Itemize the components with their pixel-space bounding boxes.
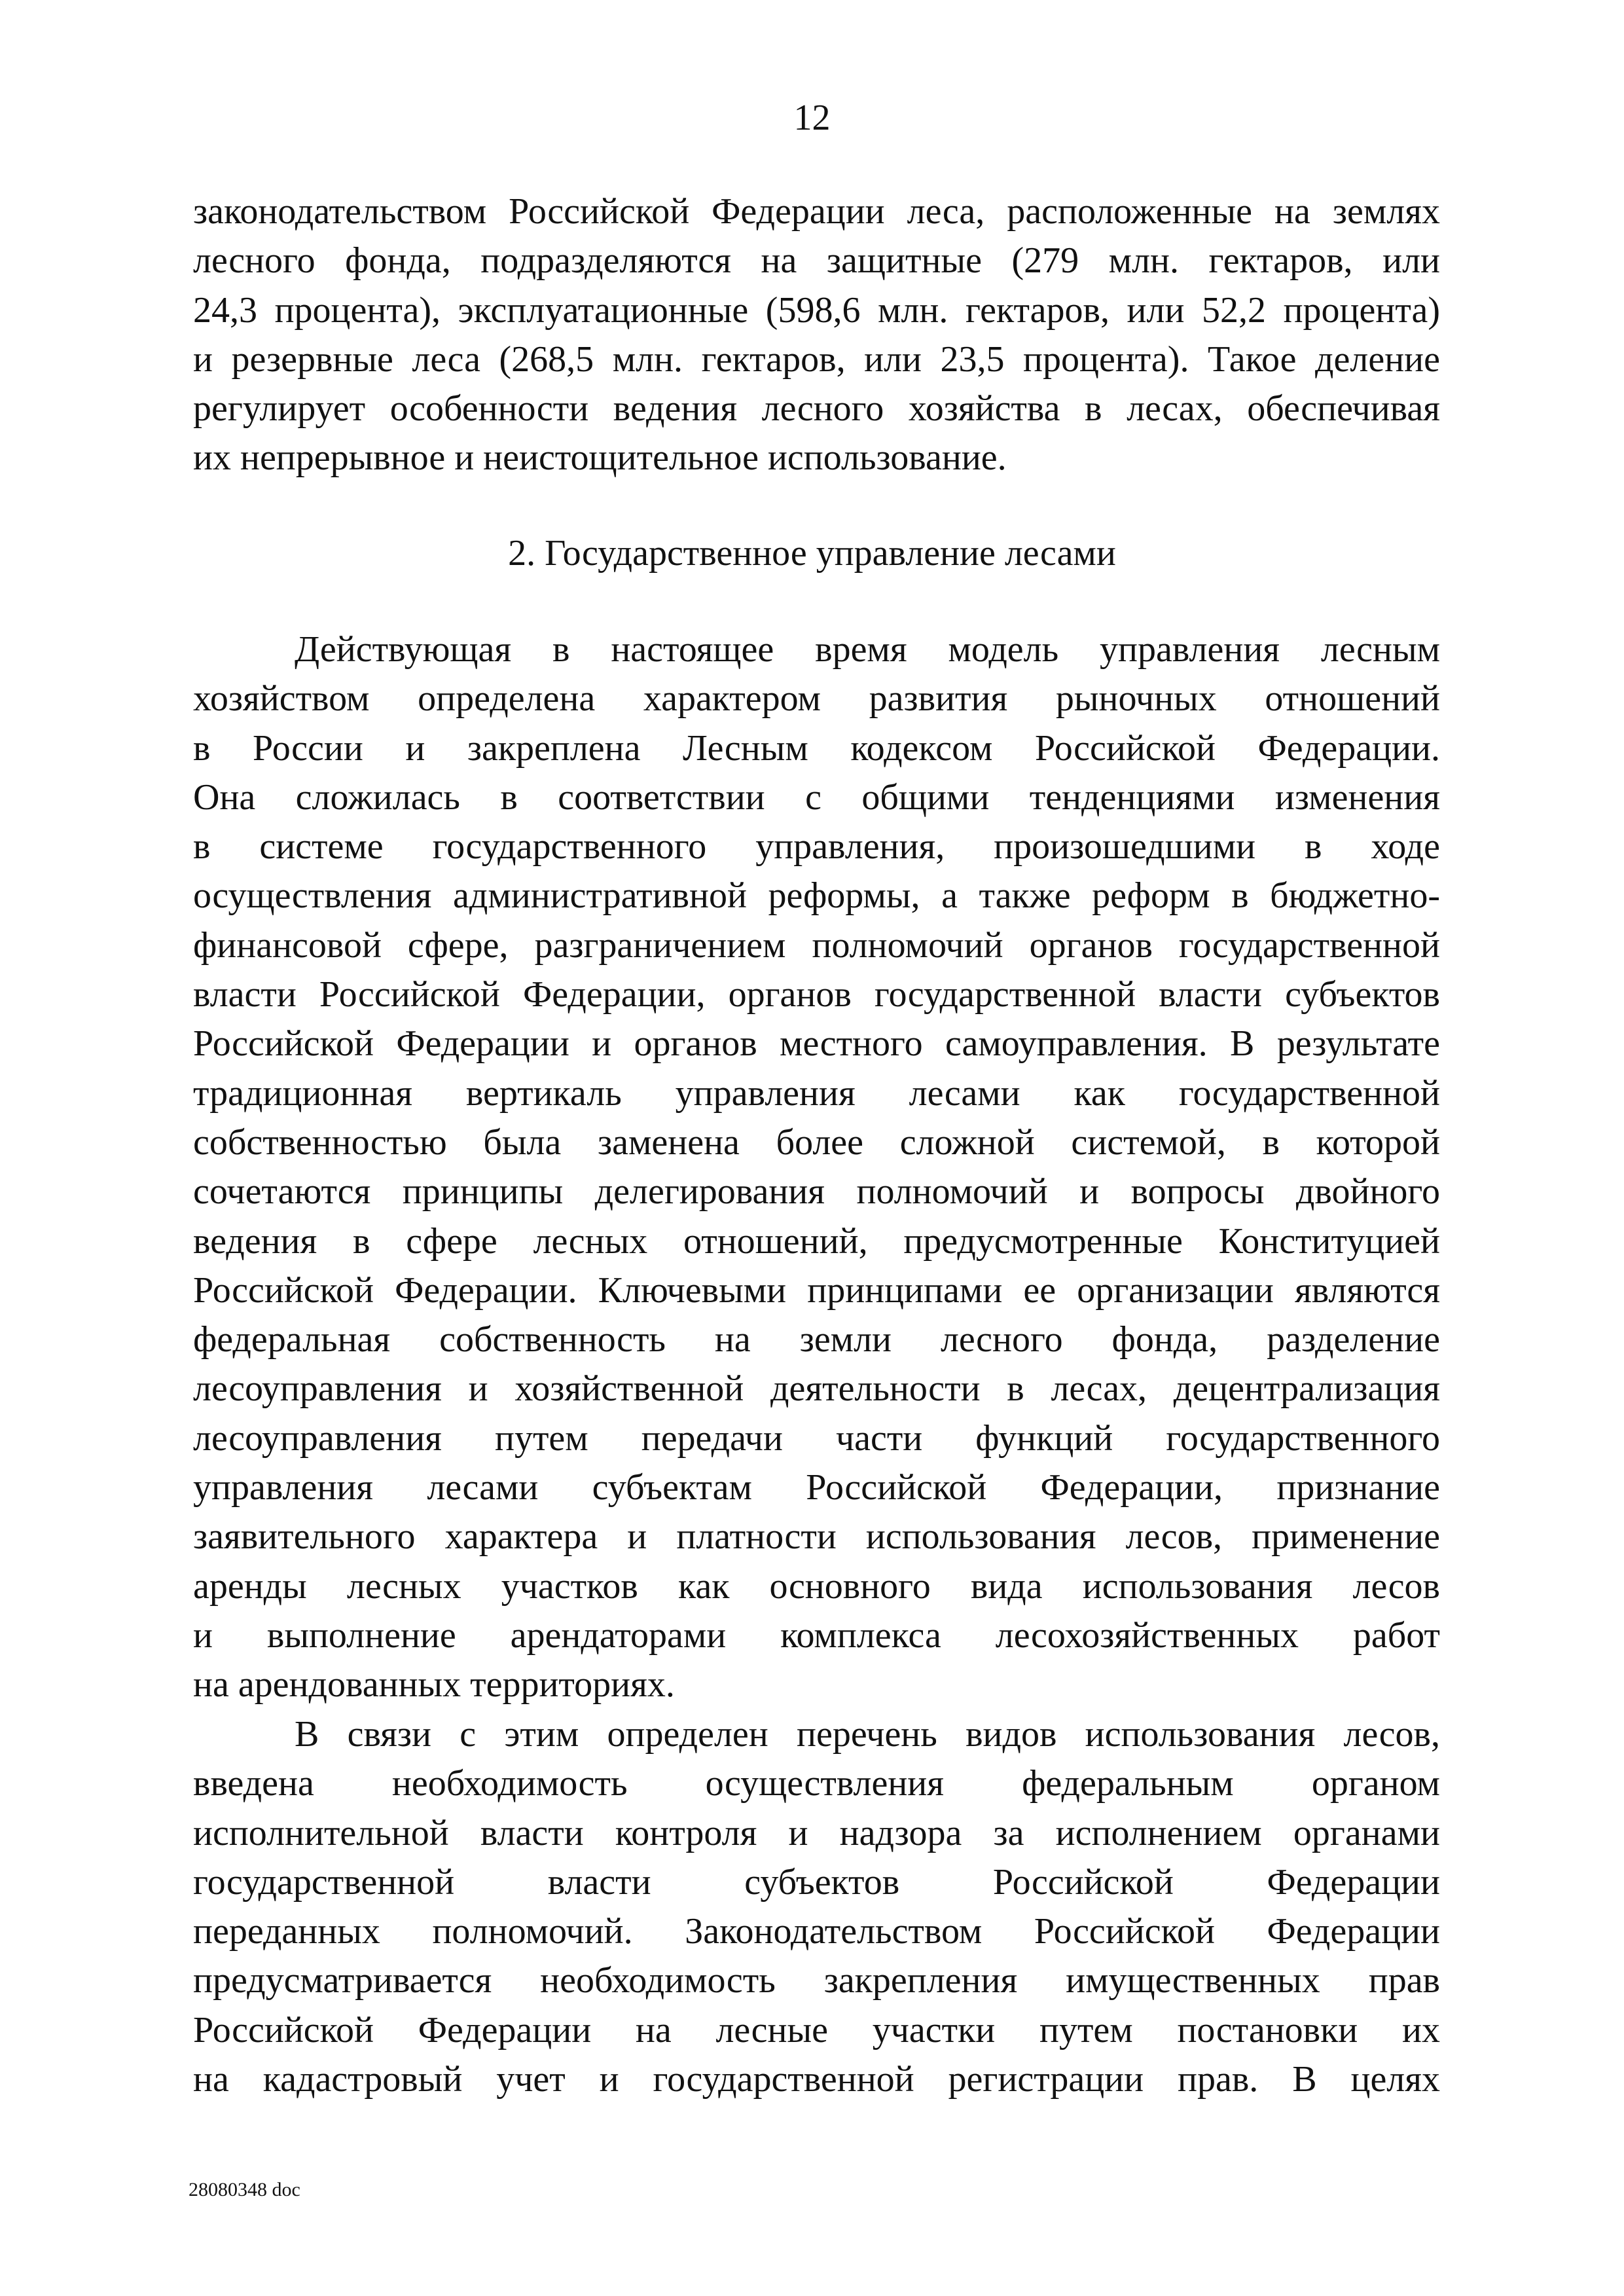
text-line: Она сложилась в соответствии с общими тенденциями изменения [193, 776, 1440, 818]
text-line: осуществления административной реформы, а также реформ в бюджетно- [193, 875, 1440, 917]
text-line: 24,3 процента), эксплуатационные (598,6 млн. гектаров, или 52,2 процента) [193, 289, 1440, 331]
text-line: финансовой сфере, разграничением полномочий органов государственной [193, 924, 1440, 966]
paragraph-forest-use [193, 1710, 1440, 2104]
text-line: и выполнение арендаторами комплекса лесохозяйственных работ [193, 1614, 1440, 1656]
text-line: хозяйством определена характером развития рыночных отношений [193, 678, 1440, 720]
text-line: управления лесами субъектам Российской Федерации, признание [193, 1467, 1440, 1508]
text-line: в системе государственного управления, произошедшими в ходе [193, 826, 1440, 867]
text-line: и резервные леса (268,5 млн. гектаров, или 23,5 процента). Такое деление [193, 338, 1440, 380]
text-line: аренды лесных участков как основного вида использования лесов [193, 1565, 1440, 1607]
text-line: В связи с этим определен перечень видов использования лесов, [295, 1714, 1440, 1755]
text-line: исполнительной власти контроля и надзора за исполнением органами [193, 1812, 1440, 1853]
text-line: собственностью была заменена более сложной системой, в которой [193, 1121, 1440, 1163]
text-line: на арендованных территориях. [193, 1664, 675, 1705]
text-line: предусматривается необходимость закрепления имущественных прав [193, 1960, 1440, 2001]
paragraph-continuation [193, 187, 1440, 483]
text-line: на кадастровый учет и государственной регистрации прав. В целях [193, 2059, 1440, 2100]
text-line: ведения в сфере лесных отношений, предусмотренные Конституцией [193, 1220, 1440, 1262]
paragraph-management-model [193, 625, 1440, 1710]
text-line: традиционная вертикаль управления лесами как государственной [193, 1072, 1440, 1114]
text-line: их непрерывное и неистощительное использование. [193, 437, 1007, 479]
text-line: Российской Федерации и органов местного самоуправления. В результате [193, 1023, 1440, 1065]
section-heading: 2. Государственное управление лесами [508, 533, 1116, 574]
text-line: регулирует особенности ведения лесного хозяйства в лесах, обеспечивая [193, 388, 1440, 429]
text-line: федеральная собственность на земли лесного фонда, разделение [193, 1319, 1440, 1360]
text-line: лесного фонда, подразделяются на защитные (279 млн. гектаров, или [193, 240, 1440, 282]
page-number: 12 [793, 98, 831, 138]
text-line: Российской Федерации. Ключевыми принципами ее организации являются [193, 1269, 1440, 1311]
text-line: введена необходимость осуществления федеральным органом [193, 1763, 1440, 1804]
text-line: государственной власти субъектов Российской Федерации [193, 1861, 1440, 1903]
document-code: 28080348 doc [189, 2179, 300, 2200]
text-line: в России и закреплена Лесным кодексом Российской Федерации. [193, 727, 1440, 769]
text-line: лесоуправления и хозяйственной деятельности в лесах, децентрализация [193, 1368, 1440, 1410]
text-line: заявительного характера и платности использования лесов, применение [193, 1516, 1440, 1558]
text-line: Действующая в настоящее время модель управления лесным [295, 629, 1440, 670]
text-line: власти Российской Федерации, органов государственной власти субъектов [193, 974, 1440, 1015]
text-line: сочетаются принципы делегирования полномочий и вопросы двойного [193, 1171, 1440, 1212]
text-line: лесоуправления путем передачи части функций государственного [193, 1417, 1440, 1459]
text-line: законодательством Российской Федерации леса, расположенные на землях [193, 191, 1440, 232]
text-line: Российской Федерации на лесные участки путем постановки их [193, 2009, 1440, 2050]
text-line: переданных полномочий. Законодательством Российской Федерации [193, 1911, 1440, 1952]
